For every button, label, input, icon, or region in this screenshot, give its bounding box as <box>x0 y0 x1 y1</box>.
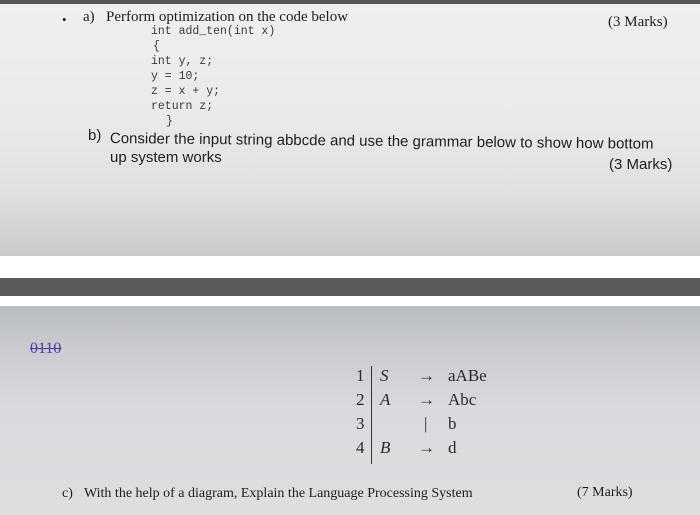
rule-lhs: B <box>380 438 391 457</box>
code-line: z = x + y; <box>151 85 221 98</box>
spacer <box>0 296 700 306</box>
code-line: int add_ten(int x) <box>151 25 276 38</box>
exam-photo-top <box>0 0 700 256</box>
rule-number: 2 <box>356 390 365 409</box>
handwritten-note: 0110 <box>30 340 62 357</box>
rule-arrow: → <box>418 366 435 385</box>
rule-number: 4 <box>356 438 365 457</box>
photo-edge <box>0 0 700 4</box>
part-c-label: c) <box>62 486 73 501</box>
grammar-rule <box>350 366 520 390</box>
rule-number: 3 <box>356 414 365 433</box>
code-line: return z; <box>151 100 214 113</box>
grammar-rule <box>350 390 520 414</box>
part-b-marks: (3 Marks) <box>609 156 673 173</box>
grammar-rule <box>350 414 520 438</box>
rule-rhs: Abc <box>448 390 477 409</box>
grammar-table <box>350 366 520 466</box>
spacer <box>0 256 700 278</box>
part-c-question: With the help of a diagram, Explain the Language Processing System <box>84 486 473 501</box>
bullet-mark: • <box>62 12 67 27</box>
part-b-question-line2: up system works <box>110 149 222 166</box>
code-line: y = 10; <box>151 70 200 83</box>
part-a-question: Perform optimization on the code below <box>106 9 349 25</box>
part-a-label: a) <box>83 9 95 25</box>
rule-arrow: → <box>418 390 435 409</box>
code-line: int y, z; <box>151 55 214 68</box>
code-line: } <box>166 115 173 128</box>
grammar-rule <box>350 438 520 462</box>
exam-photo-bottom <box>0 306 700 515</box>
rule-number: 1 <box>356 366 365 385</box>
part-b-question-line1: Consider the input string abbcde and use the grammar below to show how bottom <box>109 130 654 153</box>
part-b-label: b) <box>88 127 102 144</box>
code-line: { <box>153 40 160 53</box>
rule-rhs: d <box>448 438 457 457</box>
rule-rhs: b <box>448 414 457 433</box>
part-c-marks: (7 Marks) <box>577 485 633 500</box>
separator-bar <box>0 278 700 296</box>
rule-arrow: → <box>418 438 435 457</box>
rule-lhs: S <box>380 366 389 385</box>
part-a-marks: (3 Marks) <box>608 14 668 30</box>
rule-rhs: aABe <box>448 366 487 385</box>
rule-alternative-bar: | <box>424 414 428 433</box>
rule-lhs: A <box>380 390 391 409</box>
